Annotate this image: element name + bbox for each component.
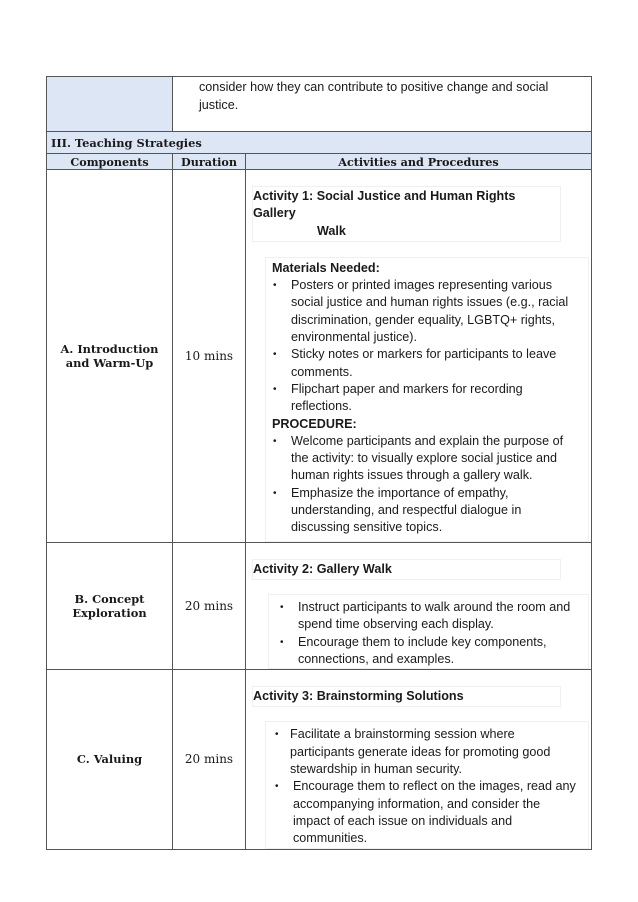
list-item-text: discussing sensitive topics. [291, 520, 443, 535]
table-row [47, 170, 592, 543]
duration-cell: 10 mins [173, 170, 246, 543]
activity-title-line-2: Walk [317, 223, 346, 238]
list-item-text: Flipchart paper and markers for recording [291, 381, 523, 396]
objectives-text-cell [173, 77, 592, 132]
list-item-text: human rights issues through a gallery walk. [291, 468, 533, 483]
list-item-text: Emphasize the importance of empathy, [291, 485, 509, 500]
section-title: III. Teaching Strategies [47, 132, 592, 154]
component-cell [47, 542, 173, 669]
materials-label: Materials Needed: [272, 260, 380, 275]
activity-list [274, 726, 588, 847]
header-components: Components [47, 154, 173, 170]
list-item [274, 726, 588, 778]
component-cell [47, 170, 173, 543]
lesson-plan-table [46, 76, 592, 850]
list-item [272, 381, 588, 416]
list-item-text: Encourage them to include key components, [298, 634, 547, 649]
objectives-label-cell [47, 77, 173, 132]
list-item-text: accompanying information, and consider the [293, 796, 541, 811]
list-item-text: Welcome participants and explain the purpose of [291, 433, 564, 448]
materials-list [272, 277, 588, 415]
component-cell: C. Valuing [47, 670, 173, 849]
objectives-continuation-row [47, 77, 592, 132]
list-item-text: social justice and human rights issues (e.g., racial [291, 295, 569, 310]
section-heading-row [47, 132, 592, 154]
bullet-icon: • [273, 487, 277, 499]
column-header-row [47, 154, 592, 170]
activity-cell [246, 542, 592, 669]
list-item-text: participants generate ideas for promoting good [290, 744, 551, 759]
bullet-icon: • [275, 729, 279, 741]
bullet-icon: • [273, 383, 277, 395]
activity-title-box [252, 186, 561, 242]
list-item-text: Sticky notes or markers for participants to leave [291, 347, 557, 362]
list-item [279, 634, 588, 669]
list-item-text: spend time observing each display. [298, 617, 494, 632]
procedure-list [272, 433, 588, 537]
duration-cell: 20 mins [173, 670, 246, 849]
list-item-text: communities. [293, 831, 368, 846]
component-label-line-2: Exploration [72, 605, 147, 620]
list-item-text: connections, and examples. [298, 651, 455, 666]
list-item [272, 277, 588, 346]
procedure-label: PROCEDURE: [272, 416, 357, 431]
activity-cell [246, 670, 592, 849]
component-label-line-1: A. Introduction [60, 341, 159, 356]
list-item-text: environmental justice). [291, 330, 417, 345]
activity-list [279, 599, 588, 668]
table-row [47, 670, 592, 849]
activity-title-line-1: Activity 1: Social Justice and Human Rights Gallery [253, 189, 516, 221]
bullet-icon: • [273, 435, 277, 447]
activity-title: Activity 3: Brainstorming Solutions [252, 686, 561, 707]
bullet-icon: • [275, 781, 279, 793]
list-item-text: Facilitate a brainstorming session where [290, 727, 515, 742]
activity-title: Activity 2: Gallery Walk [252, 559, 561, 580]
bullet-icon: • [280, 601, 284, 613]
component-label-line-2: and Warm-Up [65, 355, 154, 370]
objective-line-1: consider how they can contribute to positive change and social [199, 80, 549, 94]
table-row [47, 542, 592, 669]
bullet-icon: • [280, 636, 284, 648]
duration-cell: 20 mins [173, 542, 246, 669]
activity-cell [246, 170, 592, 543]
list-item-text: the activity: to visually explore social justice and [291, 451, 557, 466]
list-item [272, 433, 588, 485]
list-item-text: stewardship in human security. [290, 762, 462, 777]
list-item-text: reflections. [291, 399, 352, 414]
materials-procedure-box [265, 257, 589, 542]
list-item [274, 778, 588, 847]
list-item-text: understanding, and respectful dialogue in [291, 503, 522, 518]
activity-items-box [268, 594, 589, 669]
list-item-text: Encourage them to reflect on the images, read any [293, 779, 576, 794]
list-item-text: impact of each issue on individuals and [293, 813, 513, 828]
list-item-text: Posters or printed images representing various [291, 278, 553, 293]
list-item [279, 599, 588, 634]
list-item-text: comments. [291, 364, 353, 379]
list-item [272, 346, 588, 381]
list-item [272, 485, 588, 537]
list-item-text: Instruct participants to walk around the room and [298, 599, 571, 614]
bullet-icon: • [273, 280, 277, 292]
activity-items-box [265, 721, 589, 848]
bullet-icon: • [273, 349, 277, 361]
header-duration: Duration [173, 154, 246, 170]
objective-line-2: justice. [199, 97, 239, 112]
component-label-line-1: B. Concept [74, 591, 145, 606]
list-item-text: discrimination, gender equality, LGBTQ+ rights, [291, 312, 556, 327]
header-activities: Activities and Procedures [246, 154, 592, 170]
